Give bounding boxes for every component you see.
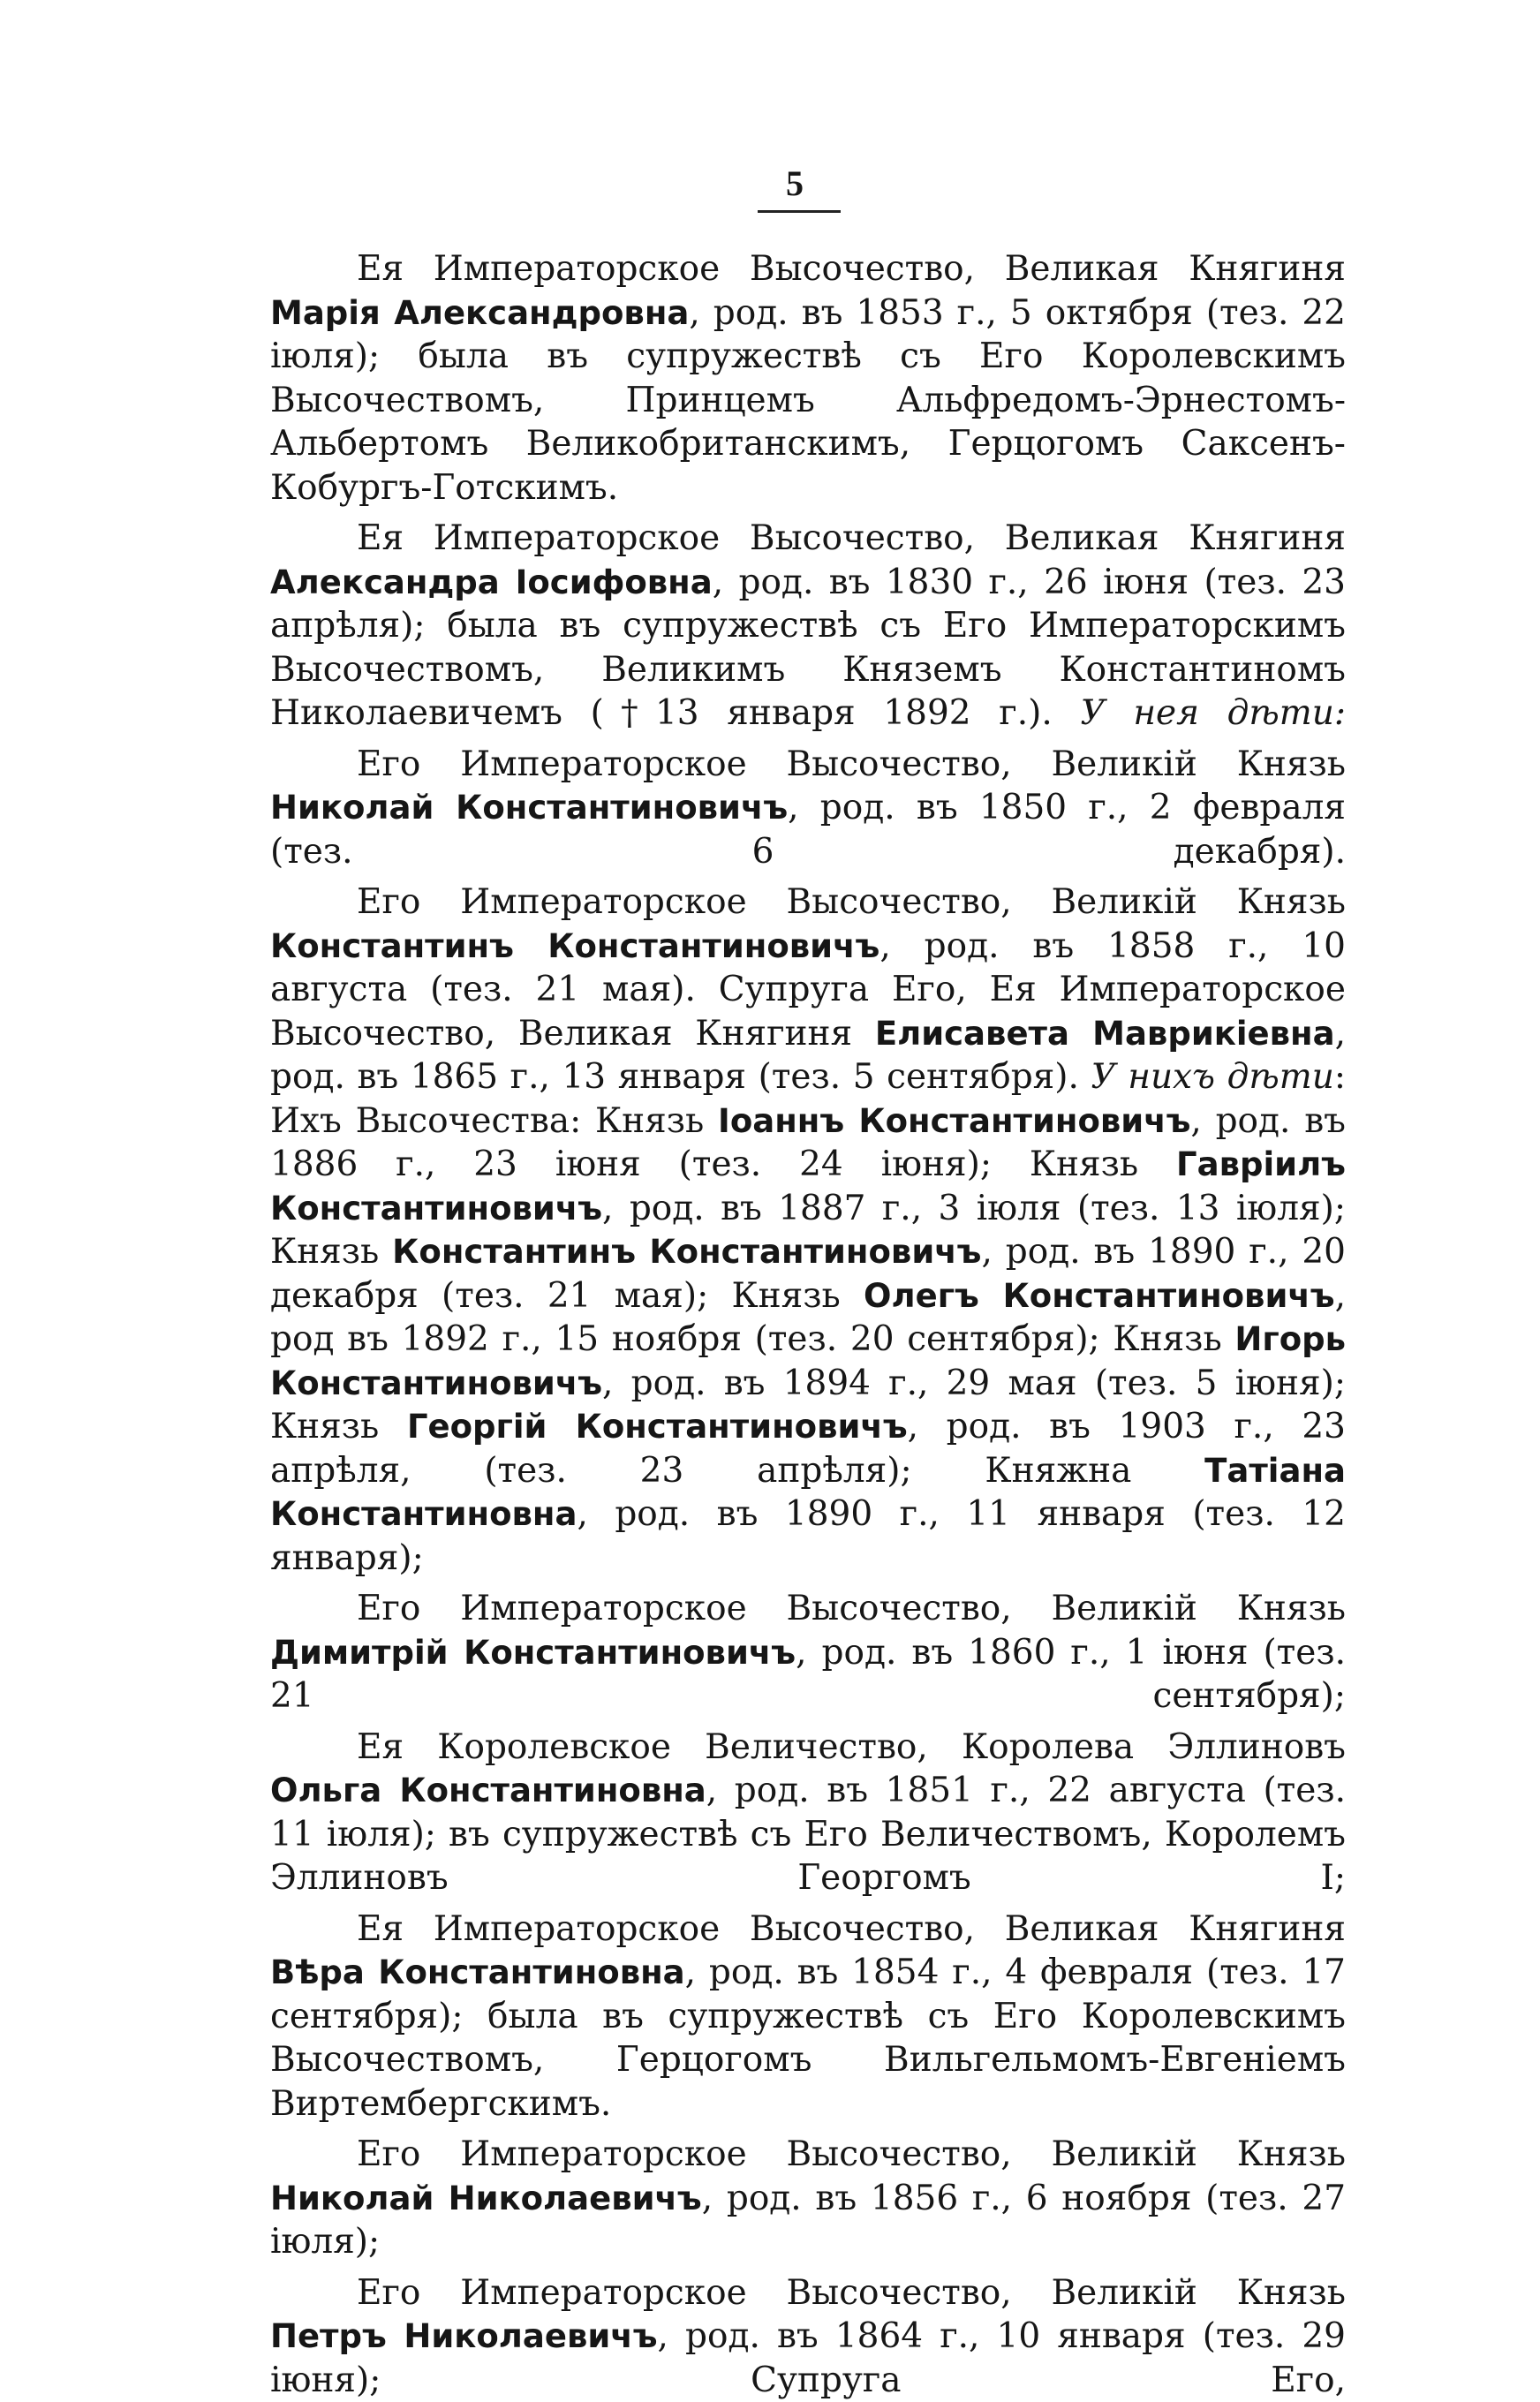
person-name: Іоаннъ Константиновичъ — [718, 1102, 1190, 1140]
text-run: , род. въ 1886 г., 23 іюня (тез. 24 іюня); Князь — [270, 1101, 1346, 1185]
text-run: Его Императорское Высочество, Великій Князь — [357, 2134, 1346, 2174]
text-run: Ея Императорское Высочество, Великая Княгиня — [357, 518, 1346, 558]
text-run: , род. въ 1890 г., 20 декабря (тез. 21 мая); Князь — [270, 1232, 1346, 1316]
italic-phrase: У нея дѣти: — [1080, 693, 1346, 733]
text-run: , род. въ 1894 г., 29 мая (тез. 5 іюня); Князь — [270, 1363, 1346, 1447]
text-run: , род въ 1892 г., 15 ноября (тез. 20 сентября); Князь — [270, 1276, 1346, 1360]
paragraph — [270, 880, 1346, 1580]
paragraph — [270, 517, 1346, 736]
person-name: Константинъ Константиновичъ — [392, 1233, 981, 1271]
paragraph — [270, 1726, 1346, 1900]
page-number-rule — [758, 210, 841, 213]
text-run: , род. въ 1865 г., 13 января (тез. 5 сентября). — [270, 1014, 1346, 1098]
text-run: : Ихъ Высочества: Князь — [270, 1057, 1346, 1141]
paragraph — [270, 2133, 1346, 2264]
person-name: Татіана Константиновна — [270, 1452, 1346, 1534]
text-run: , род. въ 1850 г., 2 февраля (тез. 6 декабря). — [270, 788, 1346, 872]
paragraph — [270, 1587, 1346, 1718]
person-name: Георгій Константиновичъ — [407, 1408, 908, 1446]
text-run: , род. въ 1887 г., 3 іюля (тез. 13 іюля); Князь — [270, 1189, 1346, 1273]
person-name: Елисавета Маврикіевна — [875, 1015, 1335, 1053]
text-run: Его Императорское Высочество, Великій Князь — [357, 882, 1346, 922]
person-name: Николай Николаевичъ — [270, 2179, 702, 2217]
person-name: Александра Іосифовна — [270, 563, 713, 601]
paragraph — [270, 247, 1346, 510]
text-run: Ея Императорское Высочество, Великая Княгиня — [357, 249, 1346, 289]
text-run: , род. въ 1858 г., 10 августа (тез. 21 мая). Супруга Его, Ея Императорское Высочество, Великая Княгиня — [270, 926, 1346, 1054]
person-name: Олегъ Константиновичъ — [864, 1277, 1335, 1315]
text-run: , род. въ 1853 г., 5 октября (тез. 22 іюля); была въ супружествѣ съ Его Королевскимъ Высочествомъ, Принцемъ Альфредомъ-Эрнестомъ-Альбертомъ Великобританскимъ, Герцогомъ Саксенъ-Кобургъ-Готскимъ. — [270, 293, 1346, 508]
person-name: Николай Константиновичъ — [270, 789, 788, 827]
person-name: Петръ Николаевичъ — [270, 2317, 658, 2355]
text-run: Ея Императорское Высочество, Великая Княгиня — [357, 1909, 1346, 1949]
body-text — [270, 247, 1346, 2402]
text-run: , род. въ 1903 г., 23 апрѣля, (тез. 23 апрѣля); Княжна — [270, 1407, 1346, 1491]
page-number: 5 — [0, 166, 1540, 201]
person-name: Игорь Константиновичъ — [270, 1320, 1346, 1402]
person-name: Ольга Константиновна — [270, 1771, 706, 1809]
person-name: Вѣра Константиновна — [270, 1953, 685, 1991]
text-run: , род. въ 1890 г., 11 января (тез. 12 января); — [270, 1494, 1346, 1578]
italic-phrase: У нихъ дѣти — [1091, 1057, 1333, 1097]
text-run: Его Императорское Высочество, Великій Князь — [357, 744, 1346, 784]
person-name: Константинъ Константиновичъ — [270, 927, 879, 965]
paragraph — [270, 1907, 1346, 2126]
paragraph — [270, 2271, 1346, 2402]
paragraph — [270, 743, 1346, 874]
text-run: , род. въ 1860 г., 1 іюня (тез. 21 сентября); — [270, 1633, 1346, 1717]
text-run: , род. въ 1851 г., 22 августа (тез. 11 іюля); въ супружествѣ съ Его Величествомъ, Королемъ Эллиновъ Георгомъ I; — [270, 1771, 1346, 1898]
person-name: Гавріилъ Константиновичъ — [270, 1145, 1346, 1227]
text-run: Ея Королевское Величество, Королева Эллиновъ — [357, 1727, 1346, 1767]
text-run: , род. въ 1856 г., 6 ноября (тез. 27 іюля); — [270, 2179, 1346, 2262]
text-run: , род. въ 1830 г., 26 іюня (тез. 23 апрѣля); была въ супружествѣ съ Его Императорскимъ Высочествомъ, Великимъ Княземъ Константиномъ Николаевичемъ (†13 января 1892 г.). — [270, 563, 1346, 734]
text-run: Его Императорское Высочество, Великій Князь — [357, 2273, 1346, 2313]
text-run: , род. въ 1854 г., 4 февраля (тез. 17 сентября); была въ супружествѣ съ Его Королевскимъ Высочествомъ, Герцогомъ Вильгельмомъ-Евгеніемъ Виртембергскимъ. — [270, 1953, 1346, 2124]
person-name: Димитрій Константиновичъ — [270, 1634, 796, 1672]
text-run: , род. въ 1864 г., 10 января (тез. 29 іюня); Супруга Его, — [270, 2316, 1346, 2400]
person-name: Марія Александровна — [270, 294, 689, 332]
text-run: Его Императорское Высочество, Великій Князь — [357, 1589, 1346, 1628]
